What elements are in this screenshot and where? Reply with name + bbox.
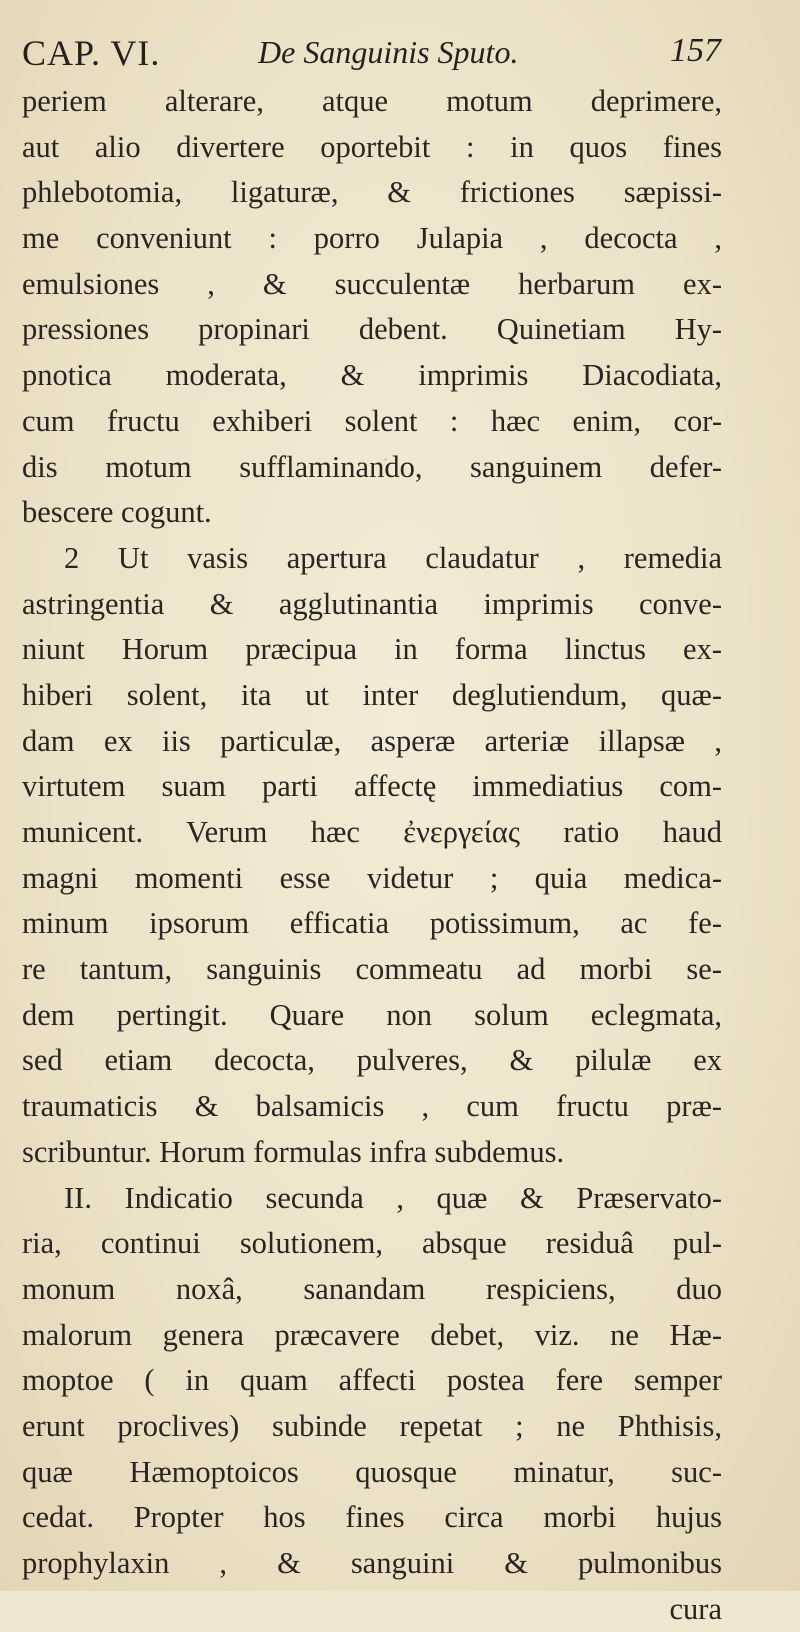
text-line: minum ipsorum efficatia potissimum, ac fe-: [22, 906, 722, 941]
text-line: virtutem suam parti affectę immediatius com-: [22, 769, 722, 804]
catchword: cura: [669, 1591, 722, 1626]
text-line: magni momenti esse videtur ; quia medica-: [22, 860, 722, 895]
text-line: dis motum sufflaminando, sanguinem defer-: [22, 449, 722, 484]
paper-stain: [592, 1560, 598, 1566]
text-line: monum noxâ, sanandam respiciens, duo: [22, 1271, 722, 1306]
text-line: hiberi solent, ita ut inter deglutiendum, quæ-: [22, 677, 722, 712]
paper-stain: [384, 458, 387, 461]
chapter-label: CAP. VI.: [22, 33, 161, 73]
text-line: astringentia & agglutinantia imprimis conve-: [22, 586, 722, 621]
running-header: [22, 28, 722, 78]
text-line: moptoe ( in quam affecti postea fere semper: [22, 1363, 722, 1398]
text-line: aut alio divertere oportebit : in quos fines: [22, 129, 722, 164]
paragraph-start-line: 2 Ut vasis apertura claudatur , remedia: [64, 540, 722, 575]
text-line: malorum genera præcavere debet, viz. ne Hæ-: [22, 1317, 722, 1352]
text-line: erunt proclives) subinde repetat ; ne Phthisis,: [22, 1408, 722, 1443]
text-line: ria, continui solutionem, absque residuâ pul-: [22, 1226, 722, 1261]
text-line: sed etiam decocta, pulveres, & pilulæ ex: [22, 1043, 722, 1078]
text-line: pressiones propinari debent. Quinetiam Hy-: [22, 312, 722, 347]
text-line: scribuntur. Horum formulas infra subdemus.: [22, 1134, 565, 1169]
text-line: bescere cogunt.: [22, 495, 212, 530]
text-line: traumaticis & balsamicis , cum fructu præ-: [22, 1089, 722, 1124]
text-line: cedat. Propter hos fines circa morbi hujus: [22, 1500, 722, 1535]
text-line: quæ Hæmoptoicos quosque minatur, suc-: [22, 1454, 722, 1489]
text-line: dem pertingit. Quare non solum eclegmata,: [22, 997, 722, 1032]
text-line: niunt Horum præcipua in forma linctus ex-: [22, 632, 722, 667]
text-line: periem alterare, atque motum deprimere,: [22, 84, 722, 118]
text-line: cum fructu exhiberi solent : hæc enim, cor-: [22, 403, 722, 438]
page-number: 157: [670, 32, 721, 69]
running-title: De Sanguinis Sputo.: [258, 34, 519, 70]
text-line: me conveniunt : porro Julapia , decocta ,: [22, 221, 722, 256]
paragraph-start-line: II. Indicatio secunda , quæ & Præservato-: [64, 1180, 722, 1215]
body-text: [22, 79, 722, 1632]
text-line: prophylaxin , & sanguini & pulmonibus: [22, 1546, 722, 1580]
text-line: pnotica moderata, & imprimis Diacodiata,: [22, 358, 722, 393]
text-line: dam ex iis particulæ, asperæ arteriæ illapsæ ,: [22, 723, 722, 758]
text-line: emulsiones , & succulentæ herbarum ex-: [22, 266, 722, 301]
text-line: re tantum, sanguinis commeatu ad morbi se-: [22, 952, 722, 987]
text-line: phlebotomia, ligaturæ, & frictiones sæpissi-: [22, 175, 722, 210]
text-line: municent. Verum hæc ἐνεργείας ratio haud: [22, 815, 722, 849]
